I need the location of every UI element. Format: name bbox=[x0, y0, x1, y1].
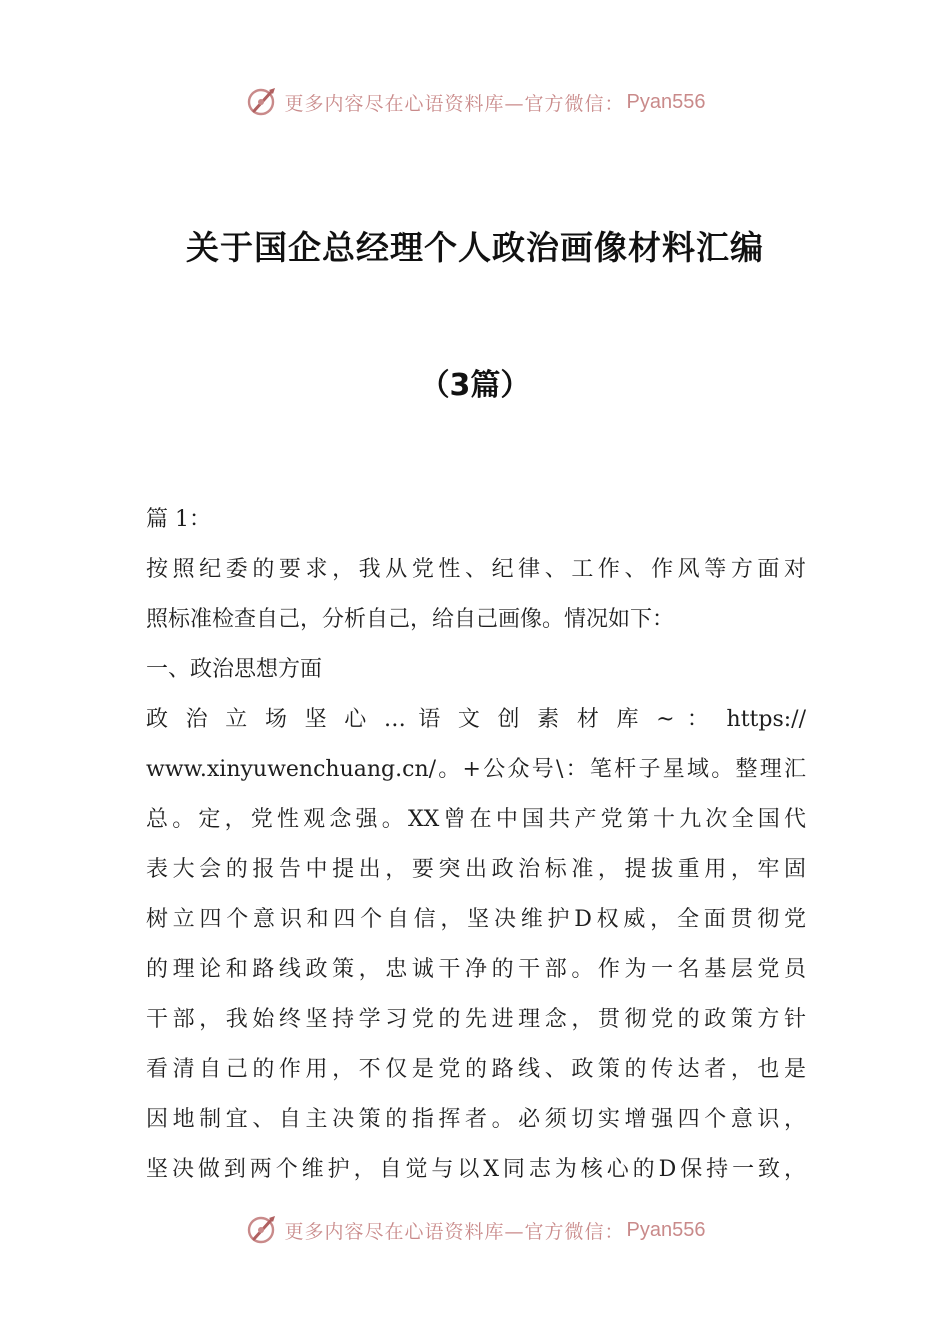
banner-text: 更多内容尽在心语资料库—官方微信： bbox=[284, 1220, 625, 1243]
section-label: 篇 1： bbox=[146, 507, 211, 532]
header-banner bbox=[0, 82, 950, 122]
paragraph-line: 总。定，党性观念强。XX曾在中国共产党第十九次全国代 bbox=[146, 807, 806, 832]
paragraph-line: 因地制宜、自主决策的指挥者。必须切实增强四个意识， bbox=[146, 1107, 806, 1132]
pen-circle-logo-icon bbox=[245, 85, 279, 119]
footer-banner bbox=[0, 1210, 950, 1250]
banner-handle: Pyan556 bbox=[626, 90, 706, 113]
paragraph-line: 树立四个意识和四个自信，坚决维护D权威，全面贯彻党 bbox=[146, 907, 806, 932]
paragraph-line: 政 治 立 场 坚 心 … 语 文 创 素 材 库 ~ ： https:// bbox=[146, 707, 806, 732]
document-body bbox=[146, 495, 806, 1195]
paragraph-line: 照标准检查自己，分析自己，给自己画像。情况如下： bbox=[146, 607, 675, 632]
paragraph-line: 干部，我始终坚持学习党的先进理念，贯彻党的政策方针 bbox=[146, 1007, 806, 1032]
paragraph-line: 按照纪委的要求，我从党性、纪律、工作、作风等方面对 bbox=[146, 557, 806, 582]
paragraph-line: 的理论和路线政策，忠诚干净的干部。作为一名基层党员 bbox=[146, 957, 806, 982]
banner-text: 更多内容尽在心语资料库—官方微信： bbox=[284, 92, 625, 115]
section-heading: 一、政治思想方面 bbox=[146, 657, 323, 682]
pen-circle-logo-icon bbox=[245, 1213, 279, 1247]
paragraph-line: 坚决做到两个维护，自觉与以X同志为核心的D保持一致， bbox=[146, 1157, 806, 1182]
paragraph-line: www.xinyuwenchuang.cn/。+公众号\：笔杆子星域。整理汇 bbox=[146, 757, 806, 782]
paragraph-line: 表大会的报告中提出，要突出政治标准，提拔重用，牢固 bbox=[146, 857, 806, 882]
banner-handle: Pyan556 bbox=[626, 1218, 706, 1241]
paragraph-line: 看清自己的作用，不仅是党的路线、政策的传达者，也是 bbox=[146, 1057, 806, 1082]
document-title: 关于国企总经理个人政治画像材料汇编 bbox=[186, 228, 764, 267]
document-subtitle: （3篇） bbox=[419, 368, 531, 403]
